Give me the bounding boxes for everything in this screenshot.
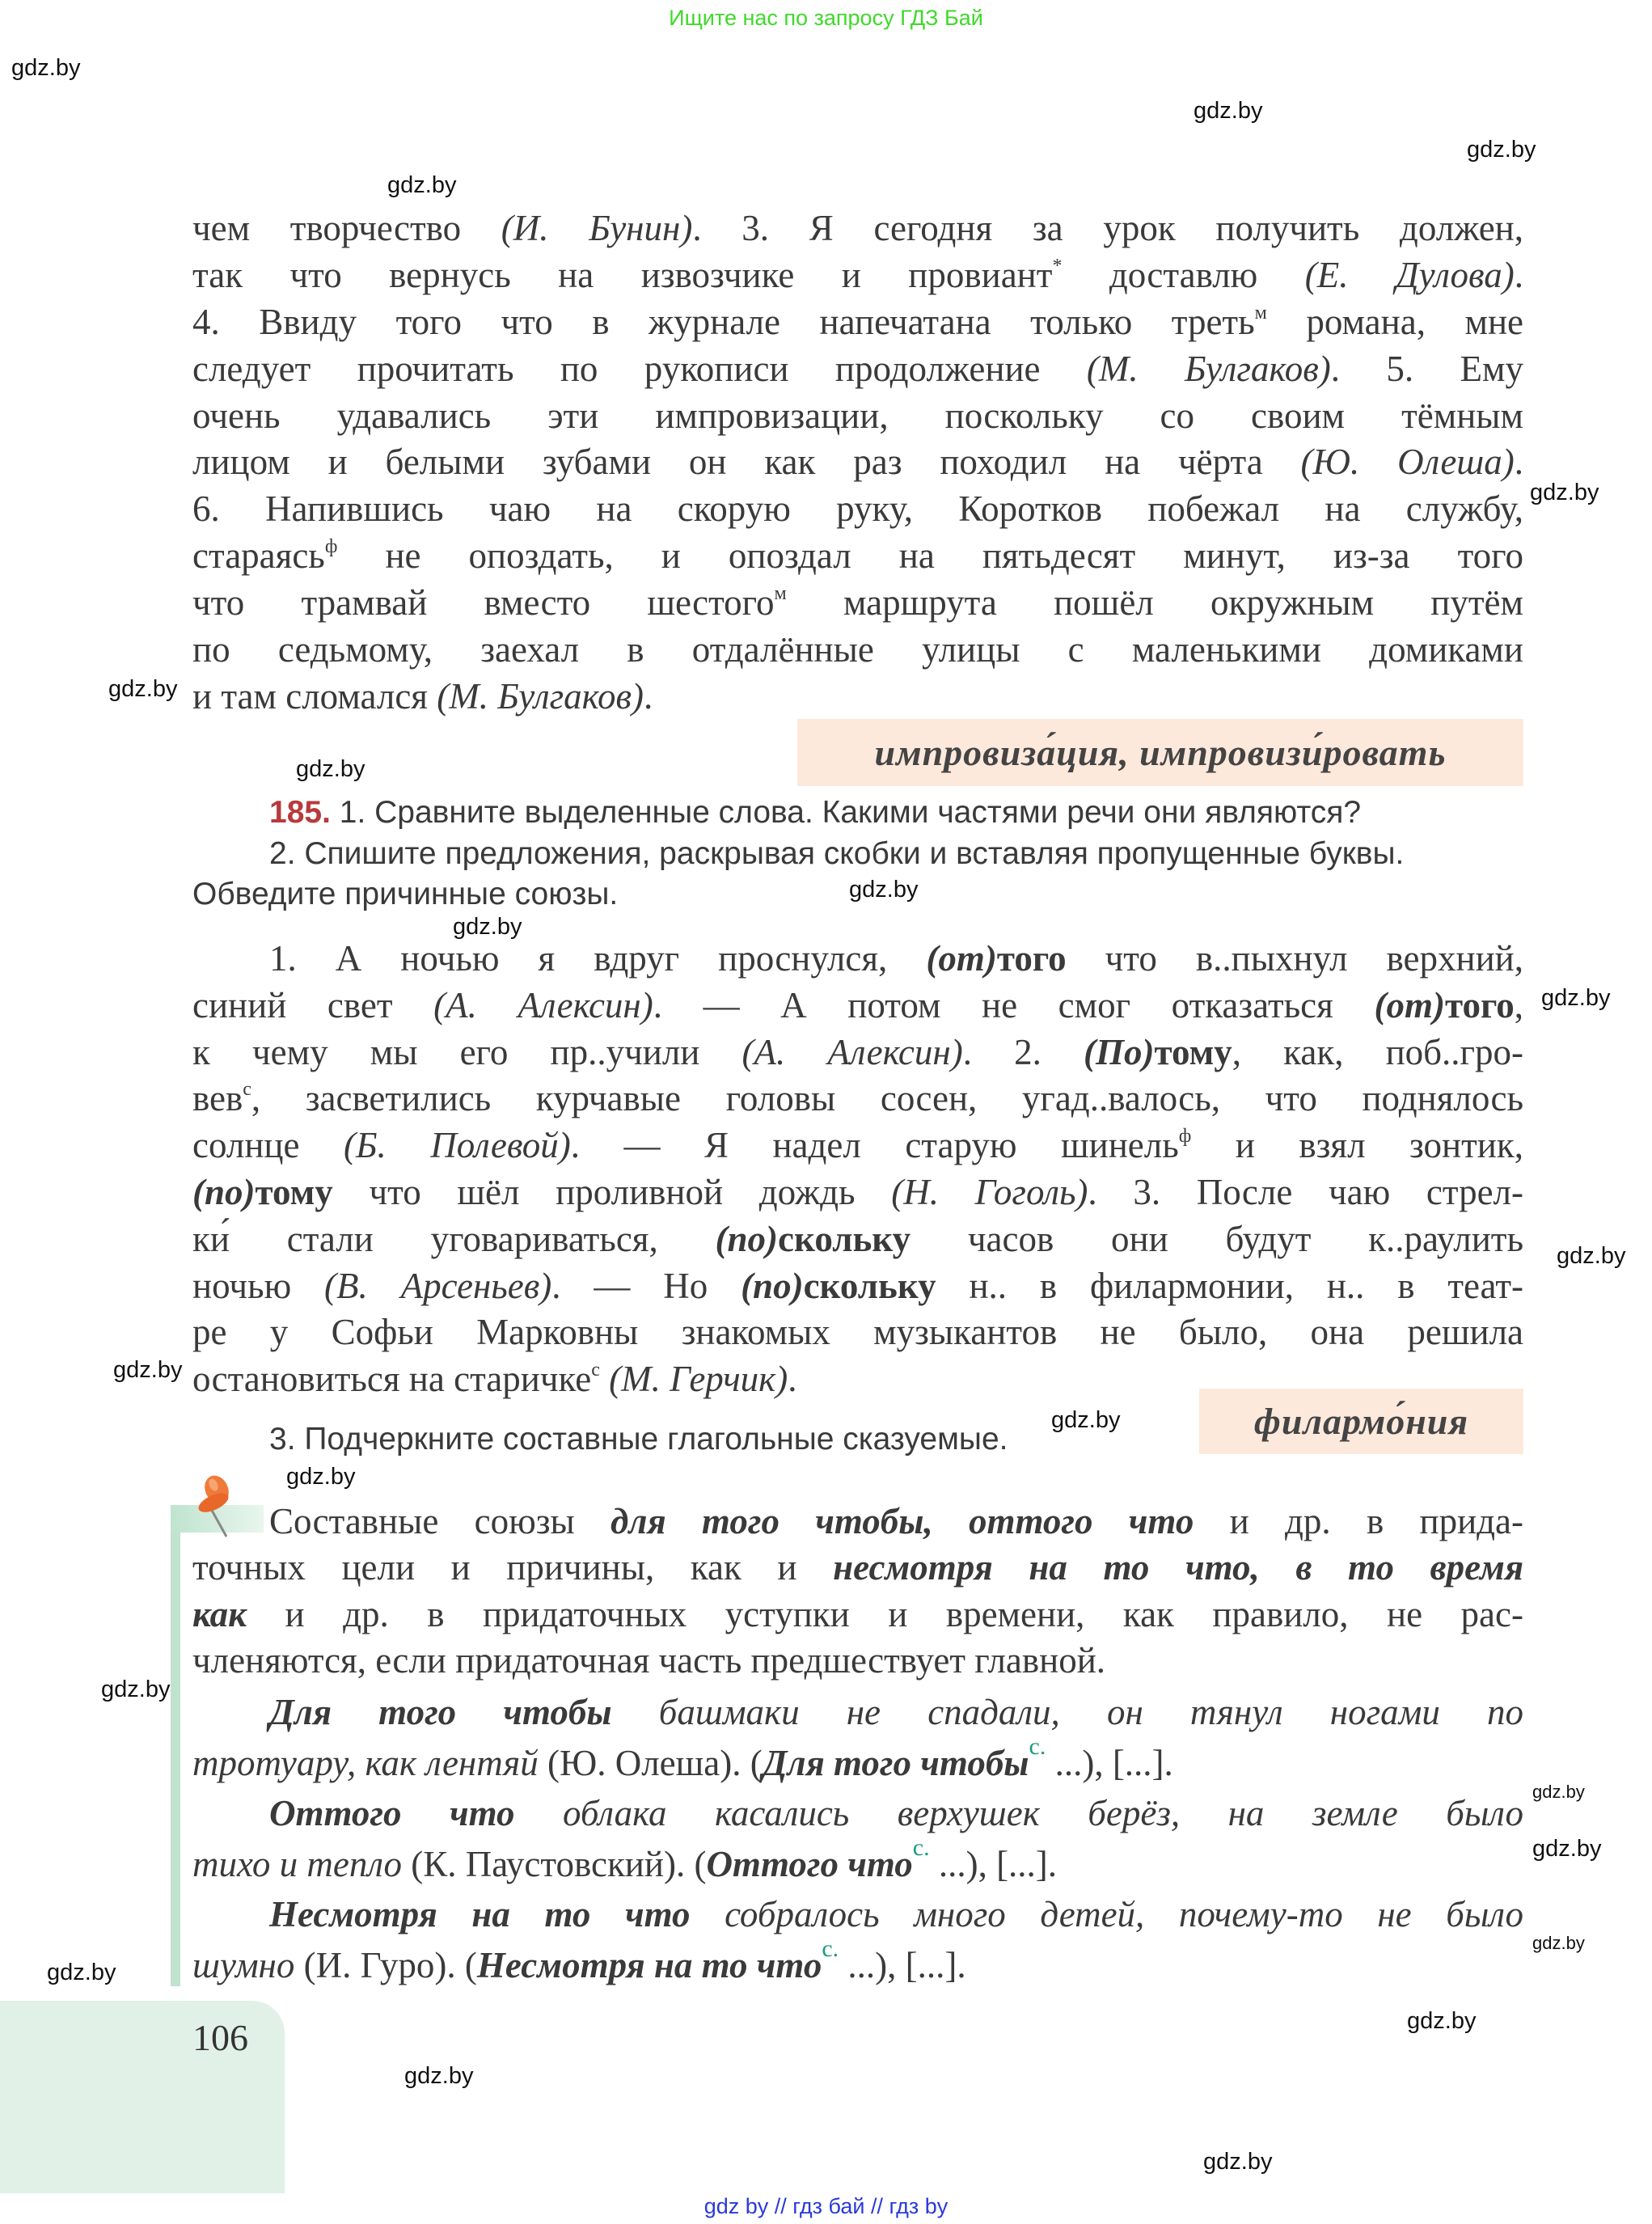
text-segment: скольку	[778, 1218, 911, 1259]
text-line	[192, 1639, 1523, 1681]
text-line	[192, 1693, 1523, 1731]
text-line	[192, 1593, 1523, 1634]
task-number: 185.	[269, 795, 331, 830]
text-segment: романа, мне	[1266, 301, 1524, 342]
text-segment: вев	[192, 1078, 243, 1119]
footnote-mark: *	[1052, 255, 1063, 277]
text-line	[192, 1313, 1523, 1351]
text-segment: тротуару, как лентяй	[192, 1742, 539, 1783]
text-line	[192, 984, 1524, 1025]
watermark: gdz.by	[11, 55, 81, 81]
text-segment: ки́ стали уговариваться,	[192, 1218, 716, 1259]
text-segment: Оттого что	[706, 1843, 913, 1884]
text-line	[192, 940, 1523, 977]
text-segment: (по)	[741, 1265, 804, 1306]
text-segment: как	[192, 1593, 247, 1634]
text-line	[192, 350, 1523, 387]
text-segment: и др. в прида-	[1194, 1501, 1524, 1541]
text-segment: того	[1444, 984, 1515, 1025]
text-segment: тому	[1154, 1031, 1232, 1072]
text-line	[192, 1220, 1523, 1258]
text-line	[192, 1833, 1523, 1884]
text-segment: того	[996, 938, 1067, 979]
text-line	[192, 631, 1523, 668]
text-segment: не опоздать, и опоздал на пятьдесят минут, из-за того	[337, 535, 1523, 577]
footer-note: gdz by // гдз бай // гдз by	[703, 2194, 949, 2218]
text-segment: Составные союзы	[269, 1501, 611, 1541]
watermark: gdz.by	[1407, 2008, 1477, 2034]
text-segment: (Б. Полевой)	[343, 1125, 571, 1166]
text-segment: очень удавались эти импровизации, поскольку со своим тёмным	[192, 395, 1523, 436]
text-segment: тихо и тепло	[192, 1843, 402, 1884]
text-segment: для того чтобы, оттого что	[611, 1501, 1194, 1541]
text-segment: (И. Гуро). (	[294, 1944, 477, 1985]
watermark: gdz.by	[1051, 1407, 1121, 1433]
watermark: gdz.by	[296, 756, 365, 782]
text-segment: по седьмому, заехал в отдалённые улицы с маленькими домиками	[192, 629, 1523, 670]
footnote-mark: с	[591, 1359, 600, 1381]
watermark: gdz.by	[286, 1464, 356, 1490]
text-segment: скольку	[803, 1265, 936, 1306]
text-segment: чем творчество	[192, 208, 501, 248]
text-segment: стараясь	[192, 535, 325, 577]
task-185-step2: 2. Спишите предложения, раскрывая скобки и вставляя пропущенные буквы.	[269, 836, 1405, 871]
vocab-box-philharmonic	[1199, 1389, 1523, 1454]
text-segment: (А. Алексин)	[741, 1031, 963, 1072]
text-segment: так что вернусь на извозчике и провиант	[192, 254, 1053, 295]
text-segment: . 5. Ему	[1330, 348, 1524, 389]
text-segment: (Е. Дулова)	[1304, 254, 1515, 295]
footnote-mark: ф	[1178, 1126, 1192, 1148]
watermark: gdz.by	[1194, 98, 1263, 124]
text-segment: и там сломался	[192, 675, 437, 717]
text-segment: и взял зонтик,	[1191, 1125, 1523, 1166]
text-segment: синий свет	[192, 984, 434, 1025]
text-segment: тому	[255, 1171, 333, 1212]
text-segment: что трамвай вместо шестого	[192, 582, 775, 624]
text-segment: доставлю	[1062, 254, 1305, 295]
text-segment: , как, поб..гро-	[1232, 1031, 1523, 1072]
paragraph-1	[192, 209, 1523, 725]
text-segment: (И. Бунин)	[501, 208, 693, 248]
text-line	[192, 488, 1523, 530]
watermark: gdz.by	[1203, 2149, 1273, 2175]
text-segment: (По)	[1083, 1031, 1155, 1072]
text-segment: ...), [...].	[929, 1843, 1058, 1884]
text-segment: башмаки не спадали, он тянул ногами по	[611, 1692, 1524, 1732]
page-number: 106	[192, 2017, 248, 2058]
text-line	[192, 442, 1524, 483]
text-segment	[600, 1359, 609, 1399]
text-segment: часов они будут к..раулить	[911, 1218, 1523, 1259]
text-segment: облака касались верхушек берёз, на земле было	[514, 1793, 1523, 1834]
text-segment: . 2.	[962, 1031, 1084, 1072]
text-line	[192, 1031, 1523, 1072]
watermark: gdz.by	[1557, 1243, 1626, 1269]
text-segment: (К. Паустовский). (	[402, 1843, 707, 1884]
text-segment: (от)	[926, 938, 997, 979]
text-segment: .	[644, 675, 653, 717]
text-segment: 6. Напившись чаю на скорую руку, Коротков побежал на службу,	[192, 488, 1523, 530]
text-segment: .	[1514, 442, 1524, 483]
text-segment: (В. Арсеньев)	[324, 1265, 552, 1306]
task-185-step1	[269, 793, 1361, 833]
vocab-word: филармо́ния	[1253, 1401, 1469, 1442]
text-segment: (по)	[192, 1171, 256, 1212]
watermark: gdz.by	[113, 1357, 183, 1383]
text-segment: что в..пыхнул верхний,	[1066, 938, 1523, 979]
text-line	[192, 256, 1523, 294]
task-step1-text: 1. Сравните выделенные слова. Какими частями речи они являются?	[339, 795, 1362, 830]
text-segment: (Ю. Олеша). (	[538, 1742, 763, 1783]
text-segment: солнце	[192, 1125, 344, 1166]
watermark: gdz.by	[101, 1676, 171, 1702]
footnote-mark: м	[1254, 302, 1267, 323]
watermark: gdz.by	[849, 877, 919, 903]
task-185-step2-cont: Обведите причинные союзы.	[192, 877, 619, 911]
text-segment: ...), [...].	[839, 1944, 966, 1985]
text-segment: .	[788, 1359, 797, 1400]
watermark: gdz.by	[1541, 985, 1611, 1011]
text-line	[192, 582, 1523, 624]
text-segment: точных цели и причины, как и	[192, 1547, 834, 1588]
text-line	[192, 1267, 1523, 1304]
text-segment: (Н. Гоголь)	[891, 1171, 1088, 1212]
text-line	[192, 1127, 1523, 1164]
text-segment: несмотря на то что, в то время	[833, 1547, 1524, 1588]
text-segment: (М. Булгаков)	[1086, 348, 1331, 389]
watermark: gdz.by	[1532, 1782, 1585, 1802]
header-note: Ищите нас по запросу ГДЗ Бай	[669, 6, 983, 30]
text-segment: . — Я надел старую шинель	[570, 1125, 1179, 1166]
text-segment: Несмотря на то что	[269, 1894, 691, 1935]
text-line	[192, 535, 1523, 577]
text-line	[192, 1795, 1523, 1832]
text-line	[192, 1173, 1523, 1211]
text-segment: 4. Ввиду того что в журнале напечатана только треть	[192, 301, 1255, 342]
text-segment: остановиться на старичке	[192, 1359, 592, 1400]
vocab-box-improvisation	[797, 719, 1523, 786]
text-segment: ре у Софьи Марковны знакомых музыкантов не было, она решила	[192, 1312, 1523, 1353]
text-segment: . — А потом не смог отказаться	[653, 984, 1375, 1025]
text-segment: членяются, если придаточная часть предшествует главной.	[192, 1639, 1106, 1681]
text-segment: и др. в придаточных уступки и времени, как правило, не рас-	[247, 1593, 1523, 1634]
text-segment: собралось много детей, почему-то не было	[690, 1894, 1523, 1935]
watermark: gdz.by	[1530, 480, 1599, 505]
text-segment: к чему мы его пр..учили	[192, 1031, 742, 1072]
text-segment: ...), [...].	[1046, 1742, 1173, 1783]
text-segment: (Ю. Олеша)	[1300, 442, 1515, 483]
text-segment: 1. А ночью я вдруг проснулся,	[269, 938, 927, 979]
text-segment: лицом и белыми зубами он как раз походил на чёрта	[192, 442, 1301, 483]
text-segment: (М. Герчик)	[609, 1359, 788, 1400]
watermark: gdz.by	[387, 172, 457, 198]
text-line	[192, 1732, 1523, 1783]
text-segment: , засветились курчавые головы сосен, угад..валось, что поднялось	[251, 1078, 1523, 1119]
watermark: gdz.by	[1467, 137, 1536, 163]
text-segment: . 3. После чаю стрел-	[1088, 1171, 1523, 1212]
text-segment: . — Но	[551, 1265, 741, 1306]
watermark: gdz.by	[1532, 1836, 1602, 1862]
text-line	[192, 675, 1523, 717]
text-line	[192, 397, 1523, 434]
text-segment: (по)	[715, 1218, 779, 1259]
watermark: gdz.by	[404, 2063, 474, 2089]
text-segment: шумно	[192, 1944, 295, 1985]
text-segment: (М. Булгаков)	[437, 675, 644, 717]
text-line	[192, 1896, 1523, 1933]
footnote-mark: с	[243, 1079, 251, 1101]
watermark: gdz.by	[108, 676, 178, 702]
text-line	[192, 1549, 1523, 1586]
text-line	[192, 1503, 1523, 1540]
text-segment: (А. Алексин)	[433, 984, 653, 1025]
watermark: gdz.by	[453, 914, 522, 940]
rule-text	[192, 1503, 1523, 1688]
text-segment: Оттого что	[269, 1793, 515, 1834]
watermark: gdz.by	[1532, 1933, 1585, 1953]
vocab-word: импровиза́ция, импровизи́ровать	[874, 732, 1447, 773]
text-segment: ,	[1514, 984, 1524, 1025]
paragraph-2	[192, 940, 1523, 1407]
text-segment: .	[1514, 254, 1523, 295]
text-segment: что шёл проливной дождь	[332, 1171, 892, 1212]
rule-accent-bar	[171, 1505, 180, 1986]
footnote-mark: ф	[324, 536, 338, 558]
text-segment: (от)	[1374, 984, 1445, 1025]
text-segment: маршрута пошёл окружным путём	[786, 582, 1523, 624]
text-line	[192, 303, 1523, 340]
watermark: gdz.by	[47, 1960, 116, 1985]
text-segment: . 3. Я сегодня за урок получить должен,	[692, 208, 1523, 248]
text-line	[192, 1934, 1523, 1985]
clause-mark: с.	[912, 1833, 930, 1861]
clause-mark: с.	[1029, 1732, 1046, 1760]
text-segment: Для того чтобы	[762, 1742, 1029, 1783]
text-segment: ночью	[192, 1265, 325, 1306]
text-segment: следует прочитать по рукописи продолжение	[192, 348, 1087, 389]
footnote-mark: м	[774, 583, 787, 605]
text-line	[192, 1080, 1523, 1117]
task-185-step3: 3. Подчеркните составные глагольные сказуемые.	[269, 1422, 1008, 1457]
text-segment: Для того чтобы	[269, 1692, 612, 1732]
clause-mark: с.	[822, 1934, 839, 1962]
text-segment: Несмотря на то что	[476, 1944, 822, 1985]
rule-examples	[192, 1693, 1523, 1998]
text-line	[192, 209, 1523, 247]
text-segment: н.. в филармонии, н.. в теат-	[936, 1265, 1523, 1306]
